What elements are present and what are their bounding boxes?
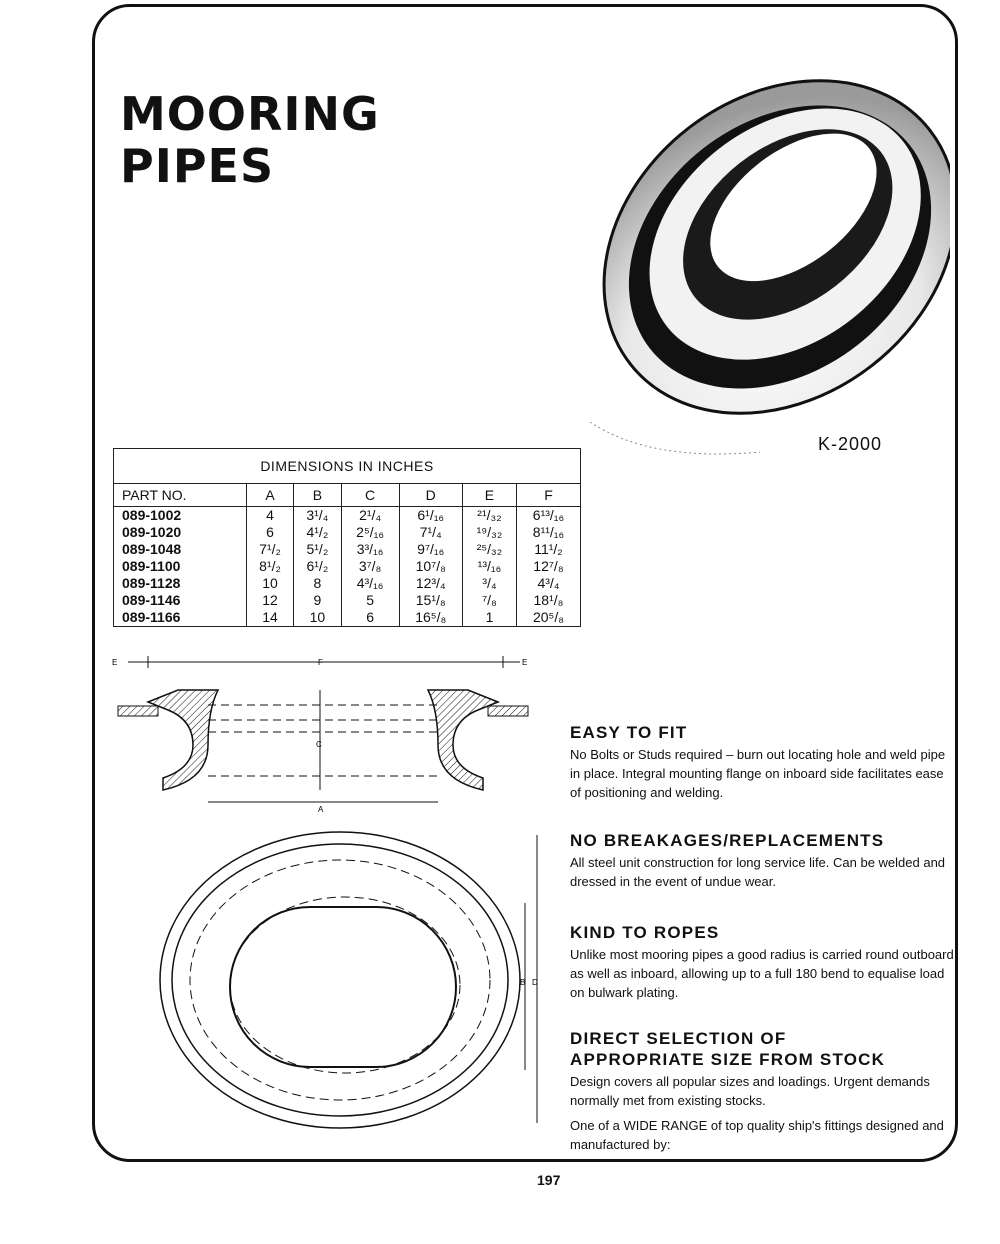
dimension-cell: 2⁵/₁₆ bbox=[341, 524, 399, 541]
feature-body: Unlike most mooring pipes a good radius is carried round outboard as well as inboard, allowing up to a full 180 bend to equalise load on bulwark plating. bbox=[570, 947, 954, 1000]
col-header-part-no: PART NO. bbox=[114, 484, 247, 507]
table-caption: DIMENSIONS IN INCHES bbox=[114, 449, 581, 484]
dimension-cell: ³/₄ bbox=[462, 575, 516, 592]
feature-direct-selection bbox=[570, 1028, 955, 1154]
title-line-1: MOORING bbox=[120, 87, 380, 141]
dimension-cell: ¹⁹/₃₂ bbox=[462, 524, 516, 541]
feature-heading: KIND TO ROPES bbox=[570, 923, 720, 942]
dimension-cell: 18¹/₈ bbox=[516, 592, 580, 609]
dimension-cell: 1 bbox=[462, 609, 516, 627]
dimension-cell: 3¹/₄ bbox=[294, 507, 342, 525]
model-number: K-2000 bbox=[818, 434, 883, 454]
dimension-cell: 12 bbox=[246, 592, 293, 609]
dimension-cell: 9⁷/₁₆ bbox=[399, 541, 462, 558]
dimension-cell: 2¹/₄ bbox=[341, 507, 399, 525]
dimension-cell: 4¹/₂ bbox=[294, 524, 342, 541]
dimension-cell: 8¹¹/₁₆ bbox=[516, 524, 580, 541]
dimension-cell: 12³/₄ bbox=[399, 575, 462, 592]
label-e-right: E bbox=[522, 658, 528, 667]
dimensions-table bbox=[113, 448, 581, 627]
dimension-cell: 5¹/₂ bbox=[294, 541, 342, 558]
dimension-cell: 11¹/₂ bbox=[516, 541, 580, 558]
dimension-cell: ²¹/₃₂ bbox=[462, 507, 516, 525]
table-row bbox=[114, 541, 581, 558]
title-line-2: PIPES bbox=[120, 139, 275, 193]
dimension-cell: 5 bbox=[341, 592, 399, 609]
dimension-cell: 12⁷/₈ bbox=[516, 558, 580, 575]
dimension-cell: 6 bbox=[341, 609, 399, 627]
part-number-cell: 089-1146 bbox=[114, 592, 247, 609]
dimension-cell: 6¹/₂ bbox=[294, 558, 342, 575]
feature-heading-line-1: DIRECT SELECTION OF bbox=[570, 1029, 787, 1048]
dimension-cell: 8 bbox=[294, 575, 342, 592]
dimension-cell: 3³/₁₆ bbox=[341, 541, 399, 558]
col-header-f: F bbox=[516, 484, 580, 507]
label-a: A bbox=[318, 805, 324, 814]
dimension-cell: 4 bbox=[246, 507, 293, 525]
label-b: B bbox=[520, 978, 526, 987]
feature-body: Design covers all popular sizes and loadings. Urgent demands normally met from existing stocks. bbox=[570, 1074, 930, 1108]
dimension-cell: ⁷/₈ bbox=[462, 592, 516, 609]
feature-heading-line-2: APPROPRIATE SIZE FROM STOCK bbox=[570, 1050, 886, 1069]
label-f: F bbox=[318, 658, 323, 667]
dimension-cell: 16⁵/₈ bbox=[399, 609, 462, 627]
col-header-b: B bbox=[294, 484, 342, 507]
table-row bbox=[114, 507, 581, 525]
part-number-cell: 089-1020 bbox=[114, 524, 247, 541]
col-header-e: E bbox=[462, 484, 516, 507]
plan-view-diagram bbox=[140, 825, 550, 1135]
table-row bbox=[114, 609, 581, 627]
col-header-c: C bbox=[341, 484, 399, 507]
feature-no-breakages bbox=[570, 830, 955, 891]
dimension-cell: ¹³/₁₆ bbox=[462, 558, 516, 575]
page-number: 197 bbox=[537, 1172, 561, 1188]
feature-body: No Bolts or Studs required – burn out locating hole and weld pipe in place. Integral mounting flange on inboard side facilitates ease of positioning and welding. bbox=[570, 747, 946, 800]
dimension-cell: 8¹/₂ bbox=[246, 558, 293, 575]
table-row bbox=[114, 575, 581, 592]
dimension-cell: 7¹/₄ bbox=[399, 524, 462, 541]
table-row bbox=[114, 524, 581, 541]
feature-heading: NO BREAKAGES/REPLACEMENTS bbox=[570, 831, 885, 850]
page-title bbox=[120, 88, 380, 192]
cross-section-diagram bbox=[108, 650, 538, 825]
label-d: D bbox=[532, 978, 538, 987]
dimensions-table-body bbox=[114, 507, 581, 627]
mooring-pipe-photo bbox=[530, 12, 950, 472]
label-c: C bbox=[316, 740, 322, 749]
dimension-cell: 20⁵/₈ bbox=[516, 609, 580, 627]
dimension-cell: 15¹/₈ bbox=[399, 592, 462, 609]
dimension-cell: 14 bbox=[246, 609, 293, 627]
feature-heading: EASY TO FIT bbox=[570, 723, 688, 742]
dimension-cell: 4³/₄ bbox=[516, 575, 580, 592]
table-row bbox=[114, 558, 581, 575]
dimension-cell: 9 bbox=[294, 592, 342, 609]
label-e-left: E bbox=[112, 658, 118, 667]
part-number-cell: 089-1002 bbox=[114, 507, 247, 525]
dimension-cell: ²⁵/₃₂ bbox=[462, 541, 516, 558]
dimension-cell: 10 bbox=[294, 609, 342, 627]
feature-body-2: One of a WIDE RANGE of top quality ship's fittings designed and manufactured by: bbox=[570, 1118, 944, 1152]
col-header-d: D bbox=[399, 484, 462, 507]
dimension-cell: 10 bbox=[246, 575, 293, 592]
part-number-cell: 089-1128 bbox=[114, 575, 247, 592]
dimension-cell: 7¹/₂ bbox=[246, 541, 293, 558]
dimension-cell: 6¹³/₁₆ bbox=[516, 507, 580, 525]
dimension-cell: 4³/₁₆ bbox=[341, 575, 399, 592]
feature-heading bbox=[570, 1028, 955, 1070]
dimension-cell: 6 bbox=[246, 524, 293, 541]
feature-body: All steel unit construction for long service life. Can be welded and dressed in the event of undue wear. bbox=[570, 855, 946, 889]
feature-easy-to-fit bbox=[570, 722, 955, 802]
dimension-cell: 10⁷/₈ bbox=[399, 558, 462, 575]
feature-kind-to-ropes bbox=[570, 922, 955, 1002]
col-header-a: A bbox=[246, 484, 293, 507]
part-number-cell: 089-1100 bbox=[114, 558, 247, 575]
dimension-cell: 6¹/₁₆ bbox=[399, 507, 462, 525]
part-number-cell: 089-1048 bbox=[114, 541, 247, 558]
table-row bbox=[114, 592, 581, 609]
part-number-cell: 089-1166 bbox=[114, 609, 247, 627]
dimension-cell: 3⁷/₈ bbox=[341, 558, 399, 575]
